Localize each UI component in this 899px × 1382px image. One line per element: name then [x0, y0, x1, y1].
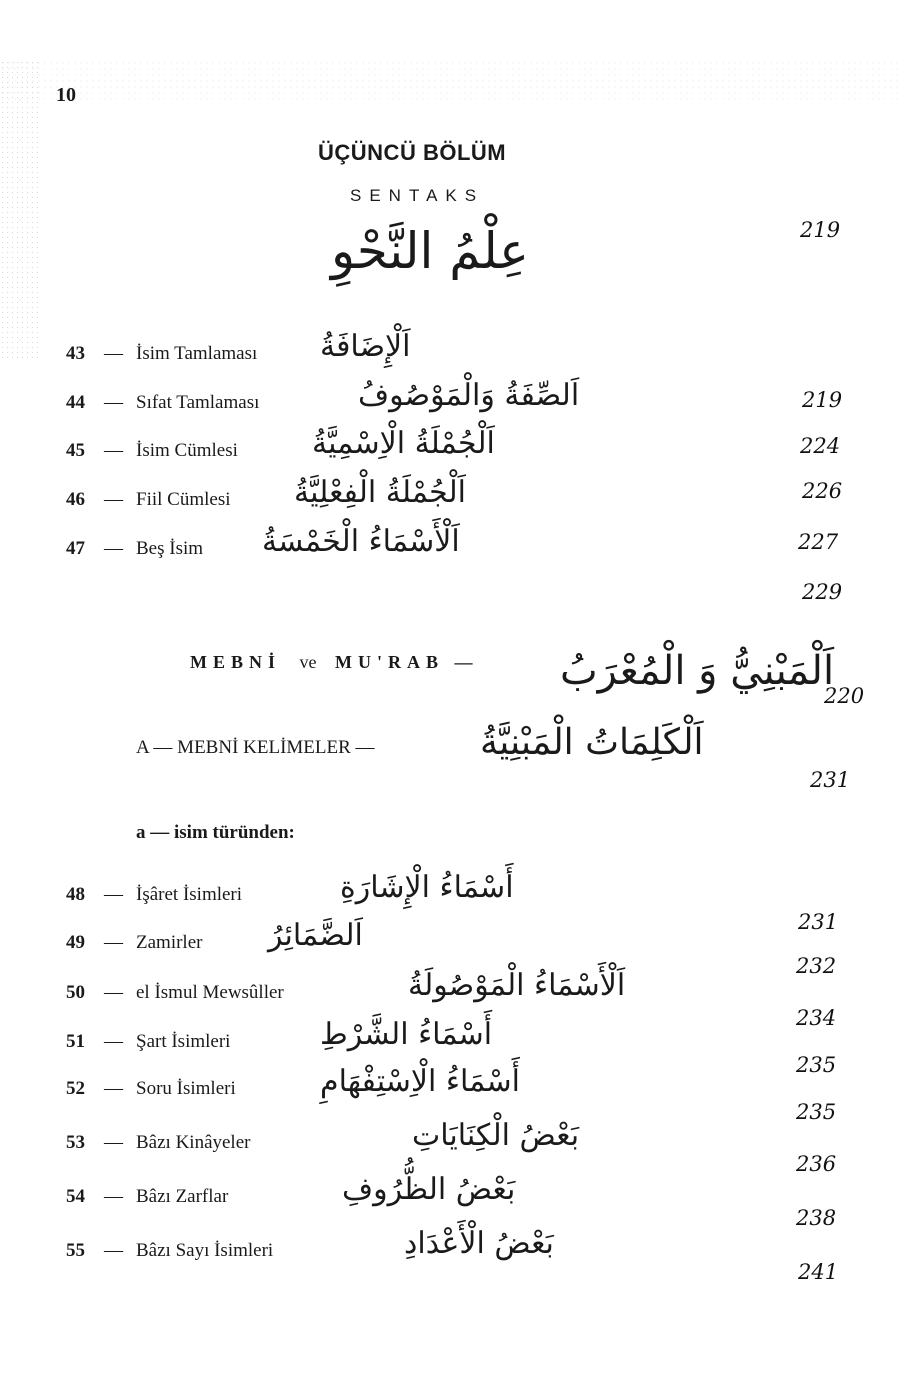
handwritten-page-ref: 234: [796, 1006, 837, 1030]
entry-dash: —: [104, 1031, 123, 1052]
handwritten-page-ref: 229: [802, 580, 843, 604]
entry-dash: —: [104, 392, 123, 413]
entry-label: el İsmul Mewsûller: [136, 982, 284, 1003]
handwritten-page-ref: 227: [798, 530, 839, 554]
entry-number: 48: [66, 884, 85, 905]
entry-label: Fiil Cümlesi: [136, 489, 231, 510]
toc-entry: [0, 1226, 899, 1284]
entry-dash: —: [104, 982, 123, 1003]
entry-label: Bâzı Sayı İsimleri: [136, 1240, 274, 1261]
entry-label: Soru İsimleri: [136, 1078, 236, 1099]
entry-label: İsim Cümlesi: [136, 440, 238, 461]
scan-noise: [0, 60, 899, 100]
entry-dash: —: [104, 1132, 123, 1153]
entry-dash: —: [104, 1186, 123, 1207]
entry-label: Bâzı Kinâyeler: [136, 1132, 251, 1153]
entry-arabic: اَلْجُمْلَةُ الْاِسْمِيَّةُ: [312, 426, 495, 461]
entry-dash: —: [104, 1078, 123, 1099]
handwritten-page-ref: 219: [802, 388, 843, 412]
entry-arabic: بَعْضُ الْكِنَايَاتِ: [412, 1118, 580, 1153]
entry-arabic: أَسْمَاءُ الْاِسْتِفْهَامِ: [320, 1064, 520, 1099]
entry-dash: —: [104, 1240, 123, 1261]
handwritten-page-ref: 231: [798, 910, 839, 934]
subsection-heading: A — MEBNİ KELİMELER —: [136, 737, 375, 758]
handwritten-page-ref: 232: [796, 954, 837, 978]
toc-entry: [0, 524, 899, 578]
handwritten-page-ref: 235: [796, 1100, 837, 1124]
handwritten-page-ref: 235: [796, 1053, 837, 1077]
section-title-left: MEBNİ: [190, 652, 282, 672]
entry-label: Zamirler: [136, 932, 203, 953]
entry-arabic: اَلضَّمَائِرُ: [268, 918, 363, 953]
toc-entry: [0, 475, 899, 529]
entry-number: 54: [66, 1186, 85, 1207]
toc-entry: [0, 1172, 899, 1230]
entry-number: 50: [66, 982, 85, 1003]
handwritten-page-ref: 224: [800, 434, 841, 458]
entry-number: 51: [66, 1031, 85, 1052]
entry-label: İsim Tamlaması: [136, 343, 258, 364]
handwritten-page-ref: 220: [824, 684, 865, 708]
part-subtitle: SENTAKS: [350, 186, 485, 205]
entry-dash: —: [104, 884, 123, 905]
handwritten-page-ref: 219: [800, 218, 841, 242]
page-number: 10: [56, 84, 76, 106]
entry-label: Beş İsim: [136, 538, 204, 559]
toc-entry: [0, 329, 899, 383]
toc-entry: [0, 1064, 899, 1124]
entry-dash: —: [104, 489, 123, 510]
entry-dash: —: [104, 440, 123, 461]
scan-noise: [0, 60, 40, 360]
subsection-arabic: اَلْكَلِمَاتُ الْمَبْنِيَّةُ: [480, 722, 704, 763]
entry-label: İşâret İsimleri: [136, 884, 243, 905]
entry-number: 55: [66, 1240, 85, 1261]
entry-number: 49: [66, 932, 85, 953]
entry-arabic: اَلصِّفَةُ وَالْمَوْصُوفُ: [358, 378, 580, 413]
entry-arabic: أَسْمَاءُ الْإِشَارَةِ: [340, 870, 514, 905]
entry-label: Şart İsimleri: [136, 1031, 231, 1052]
handwritten-page-ref: 231: [810, 768, 851, 792]
part-title: ÜÇÜNCÜ BÖLÜM: [318, 140, 507, 165]
entry-number: 47: [66, 538, 85, 559]
entry-dash: —: [104, 932, 123, 953]
entry-arabic: اَلْجُمْلَةُ الْفِعْلِيَّةُ: [294, 475, 466, 510]
entry-arabic: اَلْإِضَافَةُ: [320, 329, 411, 364]
section-heading: [190, 652, 479, 673]
entry-arabic: اَلْأَسْمَاءُ الْخَمْسَةُ: [262, 524, 460, 559]
entry-arabic: اَلْأَسْمَاءُ الْمَوْصُولَةُ: [408, 968, 626, 1003]
toc-entry: [0, 1118, 899, 1176]
toc-entry: [0, 870, 899, 934]
entry-dash: —: [104, 538, 123, 559]
entry-dash: —: [104, 343, 123, 364]
handwritten-page-ref: 236: [796, 1152, 837, 1176]
main-arabic-heading: عِلْمُ النَّحْوِ: [331, 222, 529, 280]
handwritten-page-ref: 241: [798, 1260, 839, 1284]
entry-number: 53: [66, 1132, 85, 1153]
entry-arabic: بَعْضُ الظُّرُوفِ: [342, 1172, 516, 1207]
entry-number: 52: [66, 1078, 85, 1099]
entry-arabic: أَسْمَاءُ الشَّرْطِ: [320, 1017, 493, 1052]
entry-arabic: بَعْضُ الْأَعْدَادِ: [404, 1226, 554, 1261]
entry-number: 43: [66, 343, 85, 364]
entry-number: 45: [66, 440, 85, 461]
section-arabic: اَلْمَبْنِيُّ وَ الْمُعْرَبُ: [560, 648, 835, 694]
section-title-right: MU'RAB —: [335, 652, 479, 672]
entry-number: 44: [66, 392, 85, 413]
toc-entry: [0, 426, 899, 480]
section-title-mid: ve: [299, 652, 317, 672]
toc-entry: [0, 968, 899, 1030]
entry-label: Bâzı Zarflar: [136, 1186, 229, 1207]
entry-label: Sıfat Tamlaması: [136, 392, 260, 413]
handwritten-page-ref: 226: [802, 479, 843, 503]
entry-number: 46: [66, 489, 85, 510]
minor-heading: a — isim türünden:: [136, 822, 295, 843]
handwritten-page-ref: 238: [796, 1206, 837, 1230]
